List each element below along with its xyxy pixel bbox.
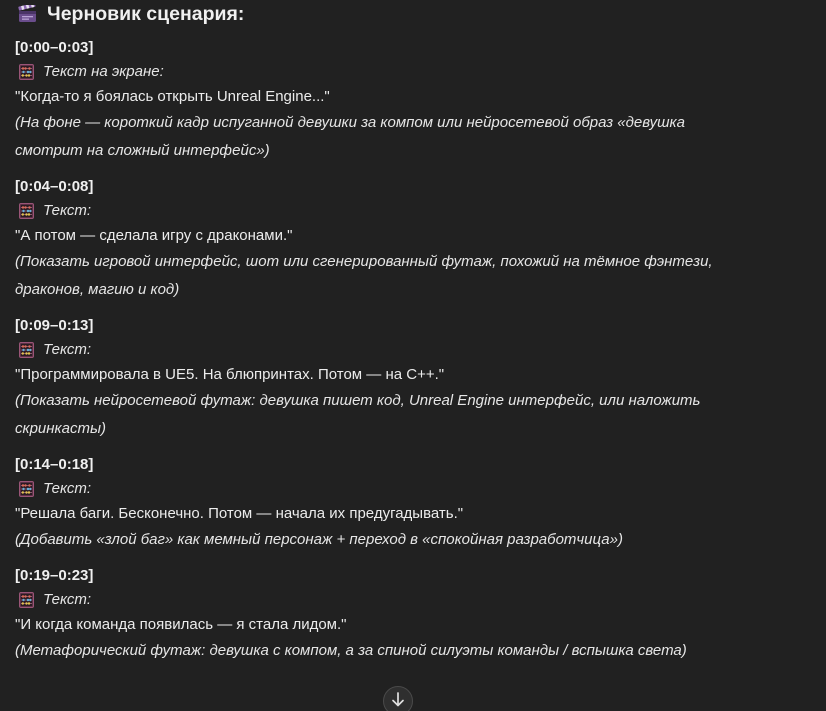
segment-list xyxy=(15,34,812,665)
document-title: Черновик сценария: xyxy=(47,2,245,25)
segment-note: (Метафорический футаж: девушка с компом, а за спиной силуэты команды / вспышка света) xyxy=(15,642,687,659)
abacus-icon xyxy=(19,203,34,219)
segment-label: Текст: xyxy=(43,341,92,358)
segment-timestamp: [0:04–0:08] xyxy=(15,178,94,195)
script-segment xyxy=(15,312,812,443)
segment-timestamp: [0:14–0:18] xyxy=(15,456,94,473)
arrow-down-icon xyxy=(391,692,405,711)
abacus-icon xyxy=(19,481,34,497)
segment-note: (На фоне — короткий кадр испуганной девушки за компом или нейросетевой образ «девушка смотрит на сложный интерфейс») xyxy=(15,114,685,159)
abacus-icon xyxy=(19,342,34,358)
segment-timestamp: [0:09–0:13] xyxy=(15,317,94,334)
segment-label: Текст: xyxy=(43,202,92,219)
segment-label: Текст: xyxy=(43,591,92,608)
segment-label-row xyxy=(15,588,812,613)
segment-quote: "Программировала в UE5. На блюпринтах. Потом — на C++." xyxy=(15,365,445,383)
segment-label-row xyxy=(15,60,812,85)
segment-note: (Показать нейросетевой футаж: девушка пишет код, Unreal Engine интерфейс, или наложить скринкасты) xyxy=(15,392,701,437)
clapper-board-icon xyxy=(18,5,37,23)
abacus-icon xyxy=(19,592,34,608)
script-segment xyxy=(15,562,812,665)
segment-label: Текст: xyxy=(43,480,92,497)
script-segment xyxy=(15,34,812,165)
segment-timestamp: [0:19–0:23] xyxy=(15,567,94,584)
segment-label: Текст на экране: xyxy=(43,63,164,80)
segment-quote: "Когда-то я боялась открыть Unreal Engine..." xyxy=(15,87,330,105)
segment-quote: "А потом — сделала игру с драконами." xyxy=(15,226,293,244)
segment-note: (Показать игровой интерфейс, шот или сгенерированный футаж, похожий на тёмное фэнтези, драконов, магию и код) xyxy=(15,253,713,298)
script-segment xyxy=(15,173,812,304)
segment-timestamp: [0:00–0:03] xyxy=(15,39,94,56)
segment-label-row xyxy=(15,199,812,224)
segment-label-row xyxy=(15,338,812,363)
segment-note: (Добавить «злой баг» как мемный персонаж + переход в «спокойная разработчица») xyxy=(15,531,623,548)
scroll-to-bottom-button[interactable] xyxy=(383,686,413,711)
document-title-row xyxy=(15,0,812,28)
abacus-icon xyxy=(19,64,34,80)
segment-quote: "И когда команда появилась — я стала лидом." xyxy=(15,615,347,633)
script-segment xyxy=(15,451,812,554)
segment-label-row xyxy=(15,477,812,502)
segment-quote: "Решала баги. Бесконечно. Потом — начала их предугадывать." xyxy=(15,504,464,522)
bottom-fade xyxy=(0,697,826,711)
